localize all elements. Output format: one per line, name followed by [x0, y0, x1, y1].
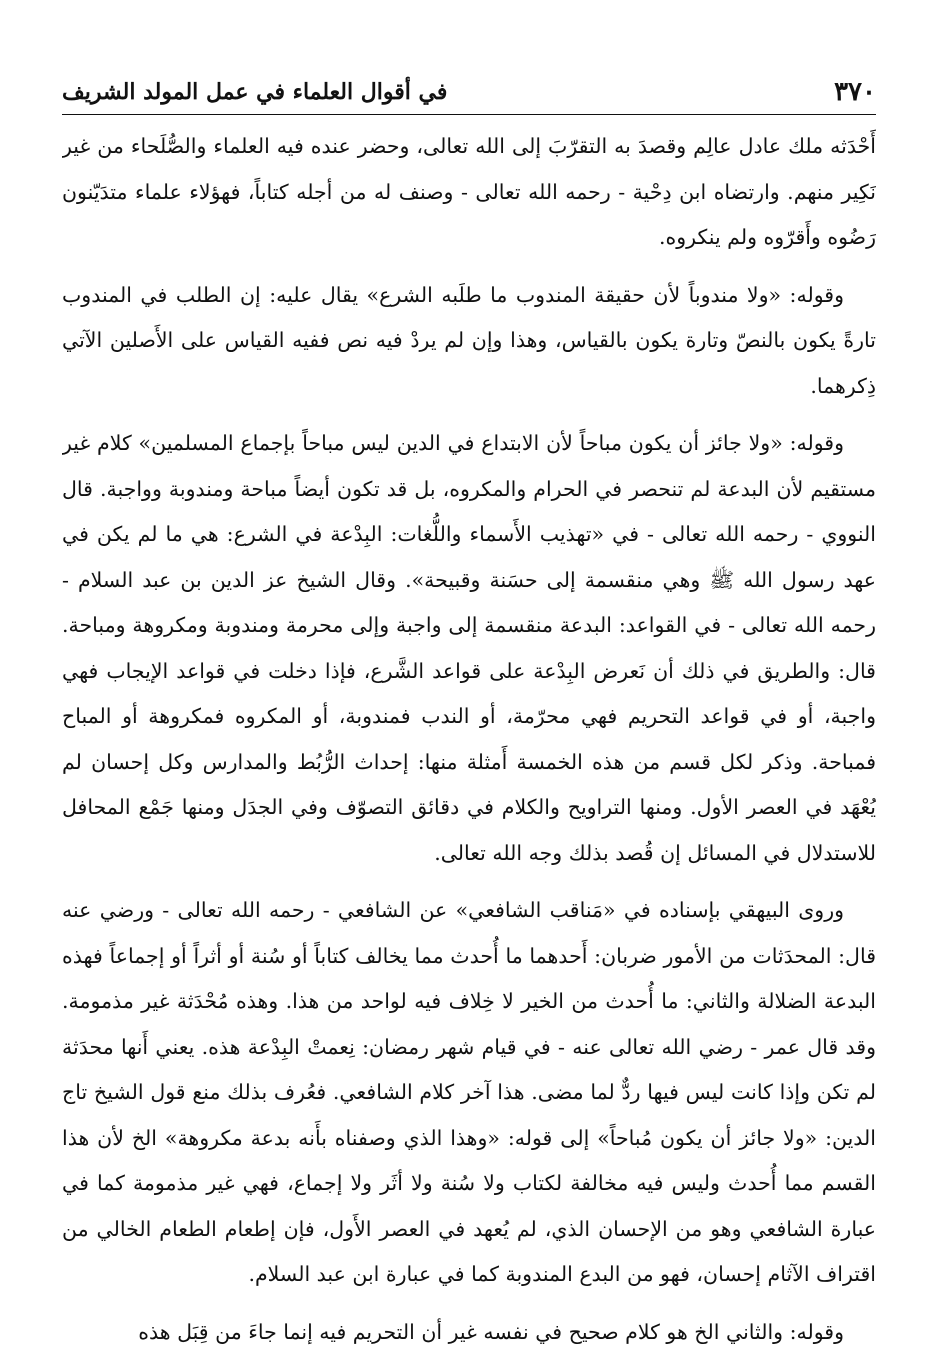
paragraph-3: وقوله: «ولا جائز أن يكون مباحاً لأن الابتداع في الدين ليس مباحاً بإجماع المسلمين» كلام غير مستقيم لأن البدعة لم تنحصر في الحرام والمكروه، بل قد تكون أيضاً مباحة ومندوبة وواجبة. قال النووي - رحمه الله تعالى - في «تهذيب الأَسماء واللُّغات: البِدْعة في الشرع: هي ما لم يكن في عهد رسول الله ﷺ وهي منقسمة إلى حسَنة وقبيحة». وقال الشيخ عز الدين بن عبد السلام - رحمه الله تعالى - في القواعد: البدعة منقسمة إلى واجبة وإلى محرمة ومندوبة ومكروهة ومباحة. قال: والطريق في ذلك أن نَعرض البِدْعة على قواعد الشَّرع، فإذا دخلت في قواعد الإيجاب فهي واجبة، أو في قواعد التحريم فهي محرّمة، أو الندب فمندوبة، أو المكروه فمكروهة أو المباح فمباحة. وذكر لكل قسم من هذه الخمسة أَمثلة منها: إحداث الرُّبُط والمدارس وكل إحسان لم يُعْهَد في العصر الأول. ومنها التراويح والكلام في دقائق التصوّف وفي الجدَل ومنها جَمْع المحافل للاستدلال في المسائل إن قُصد بذلك وجه الله تعالى. — [62, 431, 876, 865]
paragraph-2: وقوله: «ولا مندوباً لأن حقيقة المندوب ما طلَبه الشرع» يقال عليه: إن الطلب في المندوب تارةً يكون بالنصّ وتارة يكون بالقياس، وهذا وإن لم يردْ فيه نص ففيه القياس على الأَصلين الآتي ذِكرهما. — [62, 282, 876, 398]
paragraph-5: وقوله: والثاني الخ هو كلام صحيح في نفسه غير أن التحريم فيه إنما جاءَ من قِبَل هذه — [138, 1319, 844, 1344]
page-body — [62, 124, 876, 1346]
running-title: في أقوال العلماء في عمل المولد الشريف — [62, 79, 448, 105]
paragraph-1: أَحْدَثه ملك عادل عالِم وقصدَ به التقرّبَ إلى الله تعالى، وحضر عنده فيه العلماء والصُّلَحاء من غير نَكِير منهم. وارتضاه ابن دِحْية - رحمه الله تعالى - وصنف له من أجله كتاباً، فهؤلاء علماء متدَيّنون رَضُوه وأَقرّوه ولم ينكروه. — [62, 134, 876, 249]
paragraph-4: وروى البيهقي بإسناده في «مَناقب الشافعي» عن الشافعي - رحمه الله تعالى - ورضي عنه قال: المحدَثات من الأمور ضربان: أَحدهما ما أُحدث مما يخالف كتاباً أو سُنة أو أثراً أو إجماعاً فهذه البدعة الضلالة والثاني: ما أُحدث من الخير لا خِلاف فيه لواحد من هذا. وهذه مُحْدَثة غير مذمومة. وقد قال عمر - رضي الله تعالى عنه - في قيام شهر رمضان: نِعمتْ البِدْعة هذه. يعني أَنها محدَثة لم تكن وإذا كانت ليس فيها ردٌّ لما مضى. هذا آخر كلام الشافعي. فعُرف بذلك منع قول الشيخ تاج الدين: «ولا جائز أن يكون مُباحاً» إلى قوله: «وهذا الذي وصفناه بأَنه بدعة مكروهة» الخ لأن هذا القسم مما أُحدث وليس فيه مخالفة لكتاب ولا سُنة ولا أثَر ولا إجماع، فهي غير مذمومة كما في عبارة الشافعي وهو من الإحسان الذي، لم يُعهد في العصر الأَول، فإن إطعام الطعام الخالي من اقتراف الآثام إحسان، فهو من البدع المندوبة كما في عبارة ابن عبد السلام. — [62, 898, 876, 1286]
page-number: ٣٧٠ — [834, 77, 876, 107]
page-header — [62, 72, 876, 115]
